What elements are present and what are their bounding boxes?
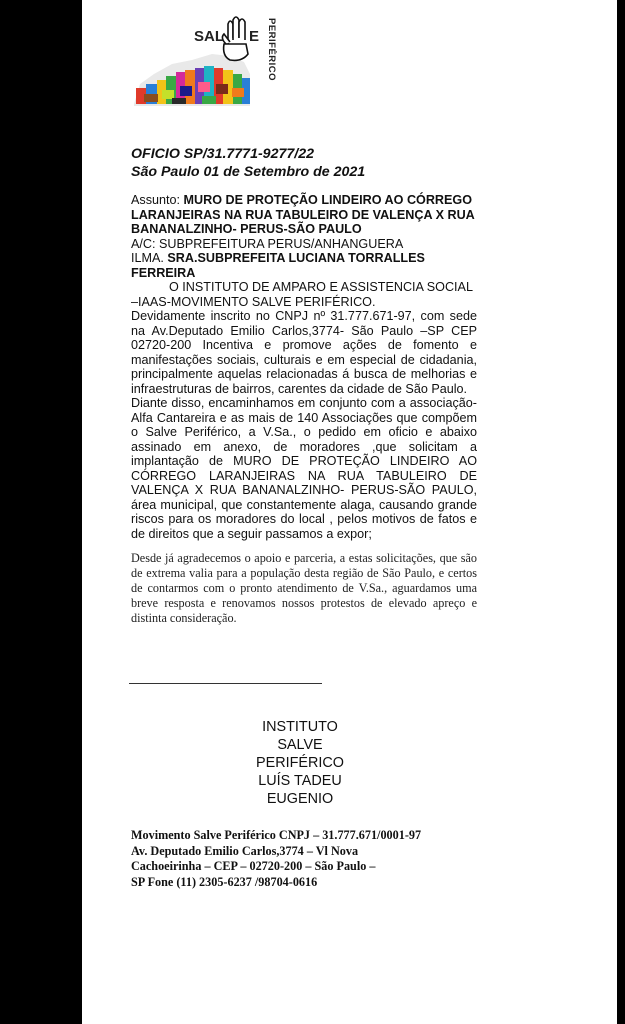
salve-periferico-logo bbox=[132, 14, 277, 109]
subject-line bbox=[131, 193, 476, 237]
closing-paragraph: Desde já agradecemos o apoio e parceria, a estas solicitações, que são de extrema valia para a população desta região de São Paulo, e certos de contarmos com o pronto atendimento de V.Sa., aguardamos uma breve resposta e renovamos nossos protestos de elevado apreço e distinta consideração. bbox=[131, 551, 477, 625]
footer-line-4: SP Fone (11) 2305-6237 /98704-0616 bbox=[131, 874, 318, 889]
subject-label: Assunto: bbox=[131, 193, 184, 207]
signature-block bbox=[230, 718, 370, 808]
signature-line-4: LUÍS TADEU bbox=[258, 773, 342, 789]
body-paragraph-2: Diante disso, encaminhamos em conjunto com a associação-Alfa Cantareira e as mais de 140 Associações que compõem o Salve Periférico, a V.Sa., o pedido em oficio e abaixo assinado em anexo, de moradores ,que solicitam a implantação de MURO DE PROTEÇÃO LINDEIRO AO CÓRREGO LARANJEIRAS NA RUA TABULEIRO DE VALENÇA X RUA BANANALZINHO- PERUS-SÃO PAULO, área municipal, que constantemente alaga, causando grande riscos para os moradores do local , pelos motivos de fatos e de direitos que a seguir passamos a expor; bbox=[131, 396, 477, 541]
office-header bbox=[131, 146, 476, 181]
footer-line-3: Cachoeirinha – CEP – 02720-200 – São Paulo – bbox=[131, 859, 376, 873]
recipient-line bbox=[131, 251, 476, 280]
attention-line: A/C: SUBPREFEITURA PERUS/ANHANGUERA bbox=[131, 236, 404, 251]
recipient-name: SRA.SUBPREFEITA LUCIANA TORRALLES FERREIRA bbox=[131, 251, 425, 280]
office-date: São Paulo 01 de Setembro de 2021 bbox=[131, 163, 366, 180]
signature-line-3: PERIFÉRICO bbox=[256, 755, 344, 771]
right-black-border bbox=[617, 0, 625, 1024]
svg-text:SAL: SAL bbox=[194, 28, 224, 45]
footer-line-1: Movimento Salve Periférico CNPJ – 31.777.671/0001-97 bbox=[131, 828, 422, 842]
recipient-label: ILMA. bbox=[131, 251, 168, 265]
intro-paragraph: O INSTITUTO DE AMPARO E ASSISTENCIA SOCIAL –IAAS-MOVIMENTO SALVE PERIFÉRICO. bbox=[131, 280, 473, 309]
svg-text:E: E bbox=[249, 28, 260, 45]
body-paragraph-1: Devidamente inscrito no CNPJ nº 31.777.671-97, com sede na Av.Deputado Emilio Carlos,3774- São Paulo –SP CEP 02720-200 Incentiva e promove ações de fomento e manifestações sociais, culturais e em especial de cidadania, principalmente aquelas relacionadas á busca de melhorias e infraestruturas de bairros, carentes da cidade de São Paulo. bbox=[131, 309, 477, 396]
subject-block bbox=[131, 193, 476, 280]
logo-graphic bbox=[132, 14, 277, 109]
letter-body bbox=[131, 309, 477, 541]
signature-line-2: SALVE bbox=[277, 737, 323, 753]
signature-line bbox=[129, 683, 322, 684]
signature-line-1: INSTITUTO bbox=[262, 719, 338, 735]
svg-text:PERIFÉRICO: PERIFÉRICO bbox=[266, 18, 277, 82]
signature-line-5: EUGENIO bbox=[266, 791, 334, 807]
footer-contact bbox=[131, 828, 491, 890]
left-black-border bbox=[0, 0, 82, 1024]
office-reference: OFICIO SP/31.7771-9277/22 bbox=[131, 146, 314, 162]
footer-line-2: Av. Deputado Emilio Carlos,3774 – Vl Nova bbox=[131, 843, 359, 858]
subject-text: MURO DE PROTEÇÃO LINDEIRO AO CÓRREGO LARANJEIRAS NA RUA TABULEIRO DE VALENÇA X RUA BANANALZINHO- PERUS-SÃO PAULO bbox=[131, 193, 475, 236]
